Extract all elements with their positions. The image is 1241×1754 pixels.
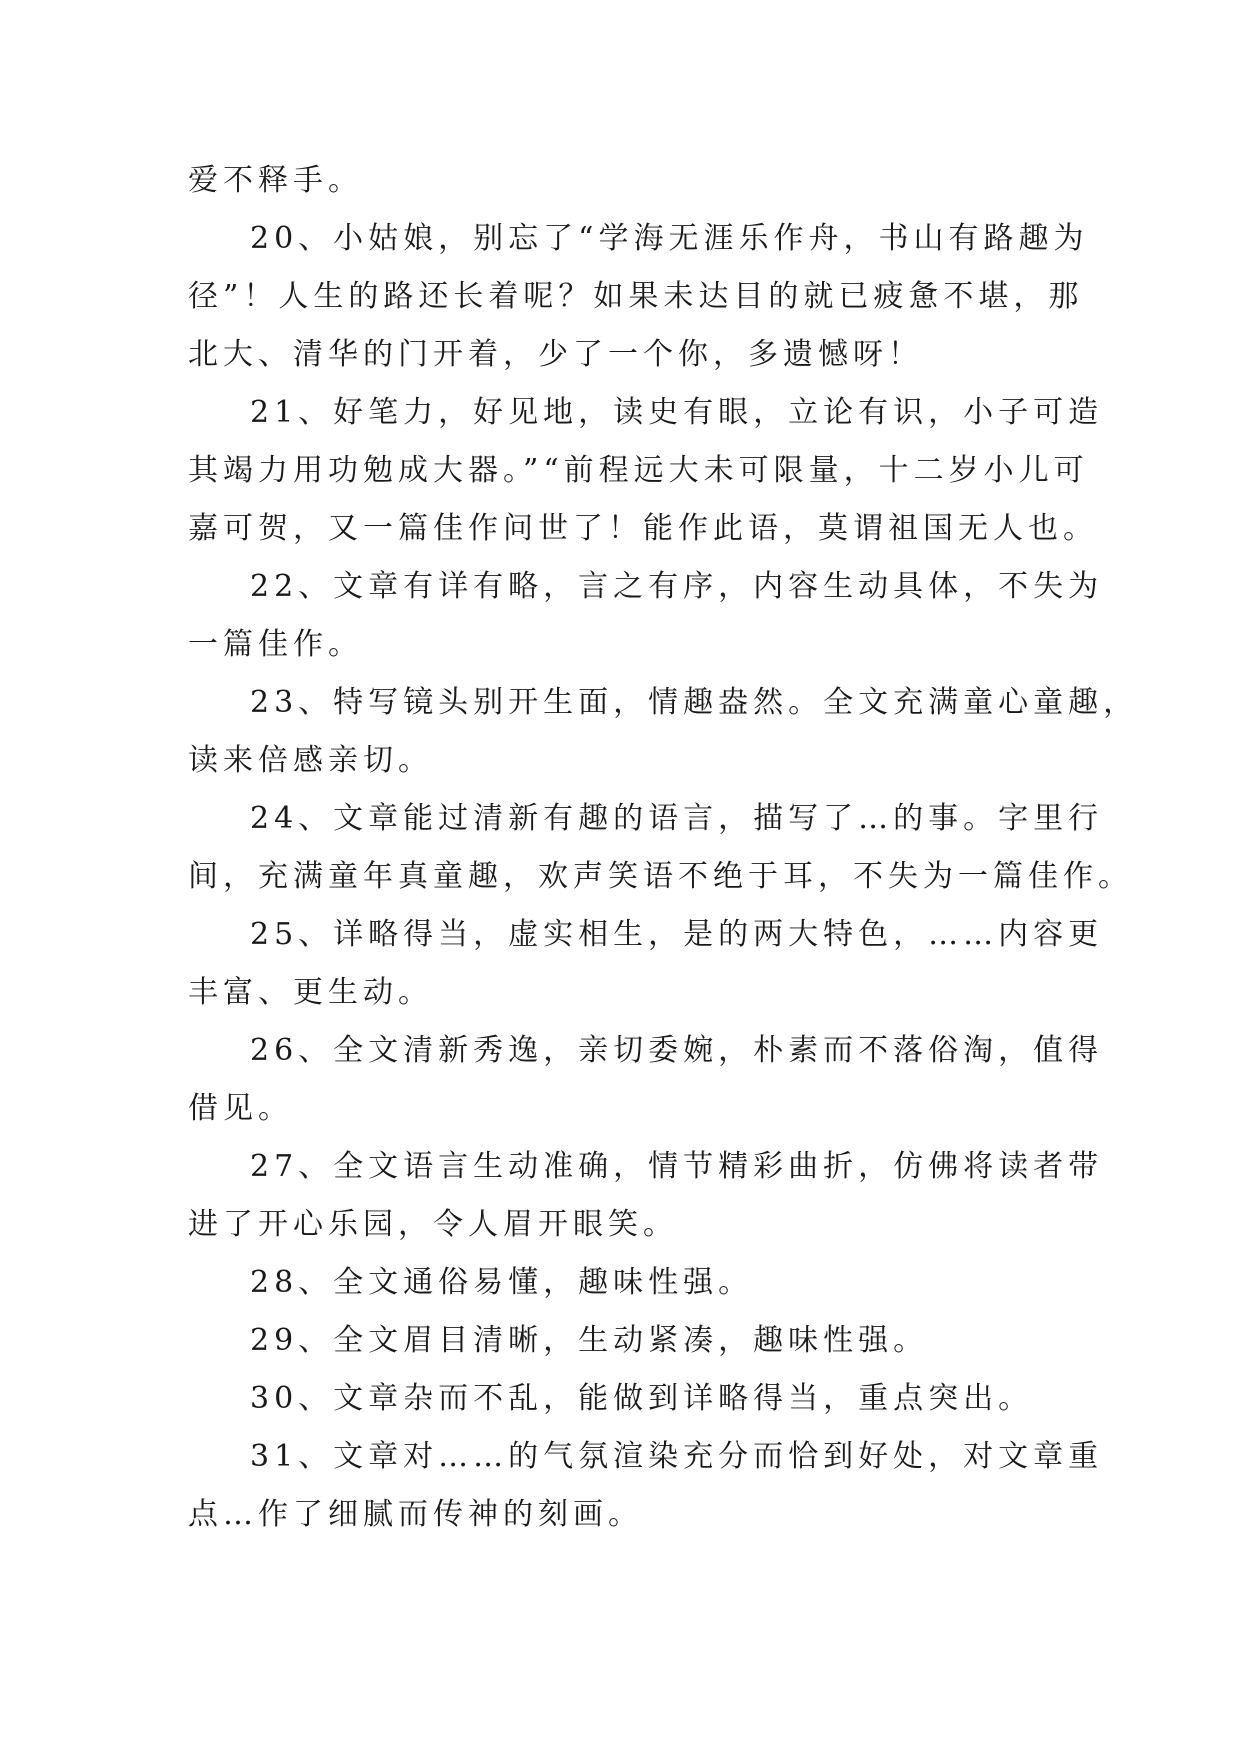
text-line: 爱不释手。 <box>188 163 363 198</box>
comment-item-28: 28、全文通俗易懂，趣味性强。 <box>250 1265 754 1300</box>
text-line: 嘉可贺，又一篇佳作问世了！能作此语，莫谓祖国无人也。 <box>188 511 1098 546</box>
text-line: 丰富、更生动。 <box>188 975 433 1010</box>
text-line: 一篇佳作。 <box>188 627 363 662</box>
text-line: 径”！人生的路还长着呢？如果未达目的就已疲惫不堪，那 <box>188 279 1084 314</box>
comment-item-21: 21、好笔力，好见地，读史有眼，立论有识，小子可造 <box>250 395 1104 430</box>
text-line: 借见。 <box>188 1091 293 1126</box>
comment-item-20: 20、小姑娘，别忘了“学海无涯乐作舟，书山有路趣为 <box>250 221 1089 256</box>
text-line: 其竭力用功勉成大器。”“前程远大未可限量，十二岁小儿可 <box>188 453 1089 488</box>
comment-item-24: 24、文章能过清新有趣的语言，描写了…的事。字里行 <box>250 801 1104 836</box>
comment-item-26: 26、全文清新秀逸，亲切委婉，朴素而不落俗淘，值得 <box>250 1033 1104 1068</box>
text-line: 间，充满童年真童趣，欢声笑语不绝于耳，不失为一篇佳作。 <box>188 859 1133 894</box>
text-line: 点…作了细腻而传神的刻画。 <box>188 1497 643 1532</box>
text-line: 读来倍感亲切。 <box>188 743 433 778</box>
text-line: 北大、清华的门开着，少了一个你，多遗憾呀！ <box>188 337 923 372</box>
comment-item-22: 22、文章有详有略，言之有序，内容生动具体，不失为 <box>250 569 1104 604</box>
document-page <box>188 152 1139 1544</box>
comment-item-25: 25、详略得当，虚实相生，是的两大特色，……内容更 <box>250 917 1104 952</box>
comment-item-27: 27、全文语言生动准确，情节精彩曲折，仿佛将读者带 <box>250 1149 1104 1184</box>
comment-item-30: 30、文章杂而不乱，能做到详略得当，重点突出。 <box>250 1381 1034 1416</box>
text-line: 进了开心乐园，令人眉开眼笑。 <box>188 1207 678 1242</box>
comment-item-23: 23、特写镜头别开生面，情趣盎然。全文充满童心童趣， <box>250 685 1139 720</box>
comment-item-31: 31、文章对……的气氛渲染充分而恰到好处，对文章重 <box>250 1439 1104 1474</box>
comment-item-29: 29、全文眉目清晰，生动紧凑，趣味性强。 <box>250 1323 929 1358</box>
